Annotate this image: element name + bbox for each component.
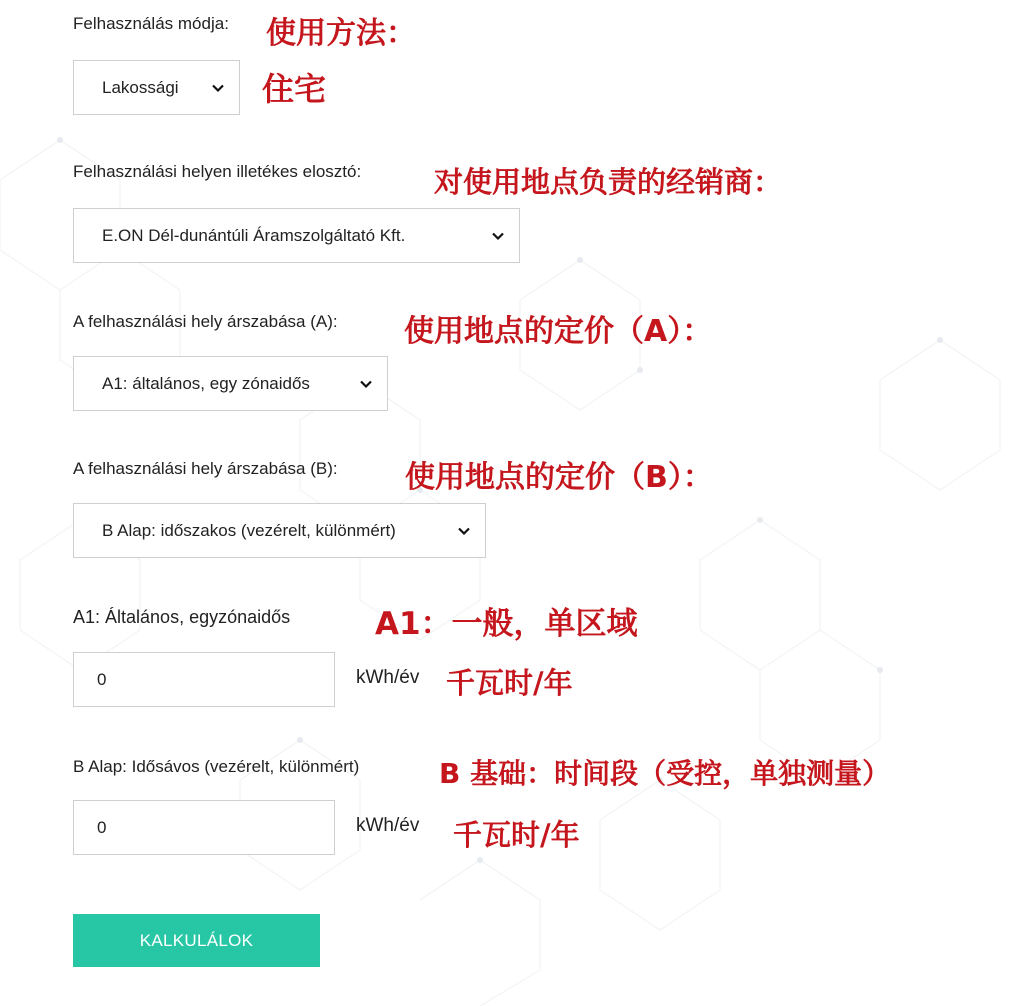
consumption-b-label: B Alap: Idősávos (vezérelt, különmért) [73, 757, 360, 776]
consumption-a1-annotation: A1：一般，单区域 [375, 606, 638, 642]
calculate-button[interactable]: KALKULÁLOK [73, 914, 320, 967]
distributor-selected-value: E.ON Dél-dunántúli Áramszolgáltató Kft. [102, 225, 406, 245]
consumption-b-unit: kWh/év [356, 815, 420, 836]
consumption-a1-unit-annotation: 千瓦时/年 [446, 666, 573, 700]
usage-mode-selected-value: Lakossági [102, 77, 179, 97]
tariff-a-annotation: 使用地点的定价（A）： [404, 314, 713, 349]
chevron-down-icon [457, 524, 471, 538]
consumption-a1-unit: kWh/év [356, 667, 420, 688]
chevron-down-icon [491, 229, 505, 243]
tariff-a-select[interactable] [73, 356, 388, 411]
consumption-b-input[interactable] [73, 800, 335, 855]
consumption-a1-input[interactable] [73, 652, 335, 707]
chevron-down-icon [359, 377, 373, 391]
distributor-annotation: 对使用地点负责的经销商： [434, 165, 783, 199]
consumption-b-annotation: B 基础：时间段（受控，单独测量） [439, 757, 891, 790]
tariff-b-select[interactable] [73, 503, 486, 558]
consumption-a1-label: A1: Általános, egyzónaidős [73, 607, 291, 627]
usage-mode-annotation: 使用方法： [266, 16, 416, 51]
usage-mode-selected-annotation: 住宅 [262, 70, 327, 108]
usage-mode-label: Felhasználás módja: [73, 14, 229, 33]
chevron-down-icon [211, 81, 225, 95]
tariff-b-selected-value: B Alap: időszakos (vezérelt, különmért) [102, 520, 396, 540]
tariff-b-annotation: 使用地点的定价（B）： [405, 460, 713, 495]
tariff-b-label: A felhasználási hely árszabása (B): [73, 459, 338, 478]
tariff-a-selected-value: A1: általános, egy zónaidős [102, 373, 310, 393]
consumption-b-unit-annotation: 千瓦时/年 [453, 818, 580, 852]
distributor-label: Felhasználási helyen illetékes elosztó: [73, 162, 362, 181]
distributor-select[interactable] [73, 208, 520, 263]
usage-mode-select[interactable] [73, 60, 240, 115]
tariff-a-label: A felhasználási hely árszabása (A): [73, 312, 338, 331]
